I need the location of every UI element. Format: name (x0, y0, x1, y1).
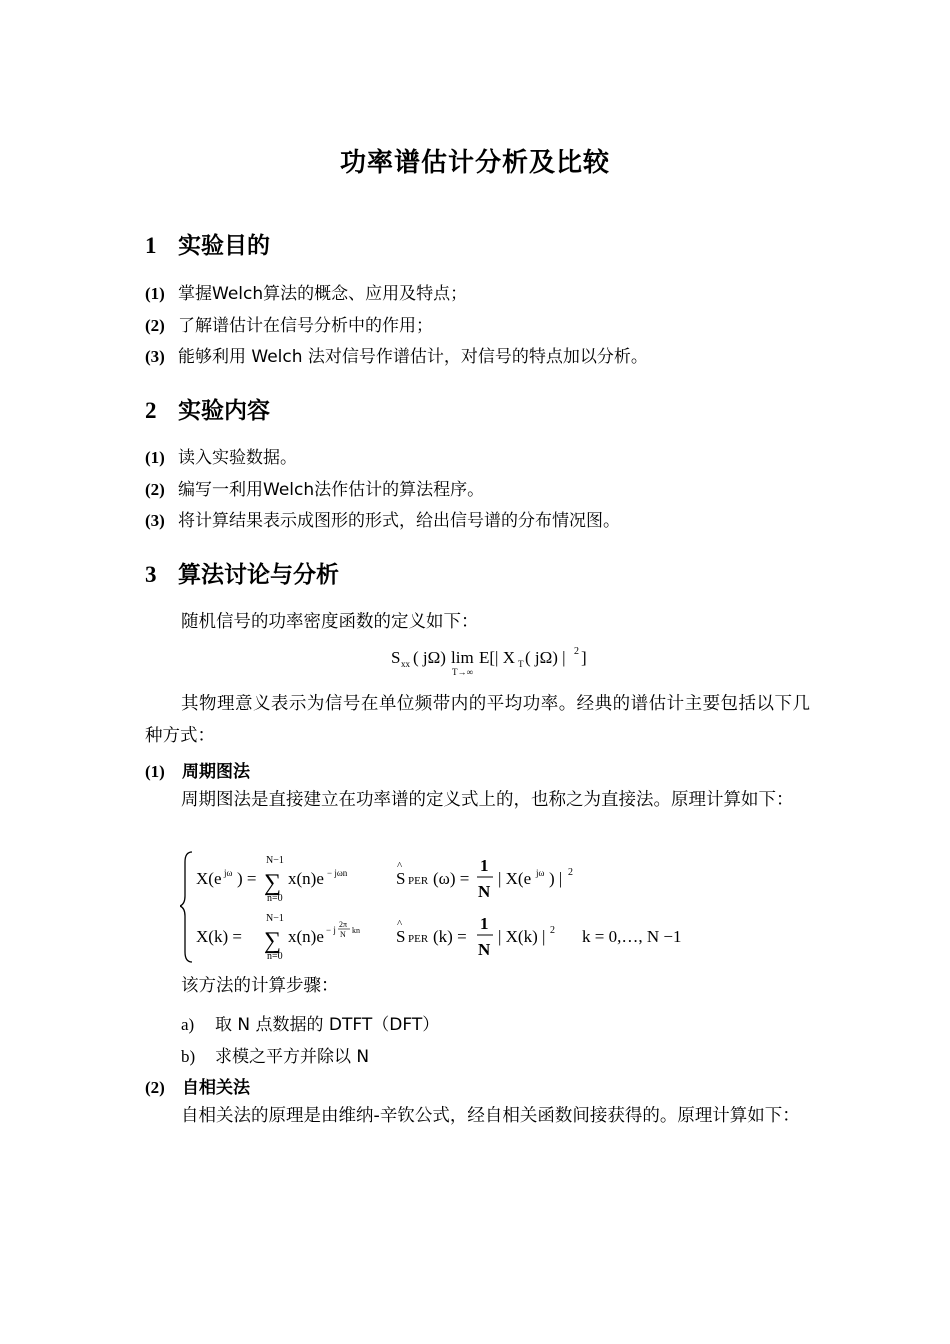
paragraph-classic: 其物理意义表示为信号在单位频带内的平均功率。经典的谱估计主要包括以下几种方式： (145, 694, 810, 746)
subsection-periodogram (145, 757, 250, 782)
list-number: (2) (145, 480, 165, 499)
svg-text:T→∞: T→∞ (452, 667, 473, 677)
svg-text:| X(e: | X(e (498, 869, 532, 888)
svg-text:N: N (478, 882, 491, 901)
step-item (181, 1010, 439, 1035)
list-item (145, 345, 648, 369)
svg-text:^: ^ (397, 918, 403, 930)
svg-text:x(n)e: x(n)e (288, 927, 324, 946)
svg-text:2: 2 (574, 646, 579, 657)
list-item (145, 282, 467, 306)
svg-text:− jωn: − jωn (327, 868, 348, 878)
svg-text:| X(k) |: | X(k) | (498, 927, 546, 946)
svg-text:N−1: N−1 (266, 913, 284, 924)
periodogram-formula (180, 848, 700, 966)
svg-text:2π: 2π (339, 920, 348, 929)
step-number: b) (181, 1047, 196, 1066)
step-text: 取 N 点数据的 DTFT（DFT） (215, 1015, 440, 1035)
svg-text:X(e: X(e (196, 869, 222, 888)
svg-text:N−1: N−1 (266, 855, 284, 866)
list-number: (3) (145, 347, 165, 366)
svg-text:( jΩ) |: ( jΩ) | (525, 648, 566, 667)
svg-text:(ω) =: (ω) = (433, 869, 470, 888)
list-number: (2) (145, 316, 165, 335)
svg-text:X(k) =: X(k) = (196, 927, 242, 946)
list-text: 编写一利用Welch法作估计的算法程序。 (178, 480, 485, 500)
section-title: 算法讨论与分析 (178, 562, 339, 588)
subsection-number: (2) (145, 1078, 165, 1097)
svg-text:k = 0,…, N −1: k = 0,…, N −1 (582, 927, 682, 946)
svg-text:n=0: n=0 (267, 951, 283, 962)
svg-text:T: T (518, 659, 524, 669)
svg-text:( jΩ): ( jΩ) (413, 648, 446, 667)
page-title: 功率谱估计分析及比较 (339, 148, 610, 178)
list-number: (1) (145, 284, 165, 303)
list-text: 将计算结果表示成图形的形式，给出信号谱的分布情况图。 (178, 511, 620, 531)
section-title: 实验内容 (178, 398, 270, 424)
section-title: 实验目的 (178, 233, 270, 259)
subsection-number: (1) (145, 762, 165, 781)
list-text: 掌握Welch算法的概念、应用及特点； (178, 284, 468, 304)
svg-text:E[| X: E[| X (479, 648, 515, 667)
svg-text:N: N (340, 930, 346, 939)
list-text: 能够利用 Welch 法对信号作谱估计，对信号的特点加以分析。 (178, 347, 648, 367)
svg-text:x(n)e: x(n)e (288, 869, 324, 888)
svg-text:PER: PER (408, 875, 429, 887)
list-item (145, 446, 297, 470)
section-heading-2 (145, 392, 270, 425)
svg-text:S: S (396, 869, 406, 888)
step-text: 求模之平方并除以 N (215, 1047, 370, 1067)
section-number: 1 (145, 233, 157, 258)
list-text: 了解谱估计在信号分析中的作用； (178, 316, 433, 336)
svg-text:^: ^ (397, 860, 403, 872)
step-number: a) (181, 1015, 195, 1034)
svg-text:− j: − j (326, 925, 336, 935)
svg-text:2: 2 (568, 867, 573, 878)
svg-text:lim: lim (451, 648, 474, 667)
svg-text:]: ] (581, 648, 587, 667)
svg-text:kn: kn (352, 926, 360, 935)
svg-text:N: N (478, 940, 491, 959)
list-item (145, 478, 484, 502)
section-number: 2 (145, 398, 157, 423)
svg-text:n=0: n=0 (267, 893, 283, 904)
svg-text:jω: jω (536, 868, 545, 878)
svg-text:1: 1 (480, 914, 489, 933)
step-item (181, 1042, 369, 1067)
paragraph-steps-intro: 该方法的计算步骤： (181, 976, 339, 996)
svg-text:xx: xx (401, 659, 410, 669)
svg-text:) |: ) | (549, 869, 563, 888)
list-number: (3) (145, 511, 165, 530)
svg-text:∑: ∑ (264, 928, 282, 954)
svg-text:∑: ∑ (264, 870, 282, 896)
subsection-title: 自相关法 (182, 1078, 250, 1098)
svg-text:2: 2 (550, 925, 555, 936)
list-number: (1) (145, 448, 165, 467)
svg-text:1: 1 (480, 856, 489, 875)
section-heading-3 (145, 556, 339, 589)
svg-text:PER: PER (408, 933, 429, 945)
svg-text:(k) =: (k) = (433, 927, 467, 946)
subsection-autocorr (145, 1073, 250, 1098)
svg-text:) =: ) = (237, 869, 257, 888)
paragraph-autocorr: 自相关法的原理是由维纳-辛钦公式，经自相关函数间接获得的。原理计算如下： (181, 1106, 800, 1126)
psd-formula (385, 640, 615, 680)
list-text: 读入实验数据。 (178, 448, 297, 468)
svg-text:S: S (391, 648, 401, 667)
paragraph-periodogram: 周期图法是直接建立在功率谱的定义式上的，也称之为直接法。原理计算如下： (181, 790, 794, 810)
svg-text:jω: jω (224, 868, 233, 878)
paragraph-intro: 随机信号的功率密度函数的定义如下： (181, 612, 479, 632)
list-item (145, 314, 433, 338)
section-heading-1 (145, 227, 270, 260)
list-item (145, 509, 620, 533)
svg-text:S: S (396, 927, 406, 946)
subsection-title: 周期图法 (182, 762, 250, 782)
section-number: 3 (145, 562, 157, 587)
